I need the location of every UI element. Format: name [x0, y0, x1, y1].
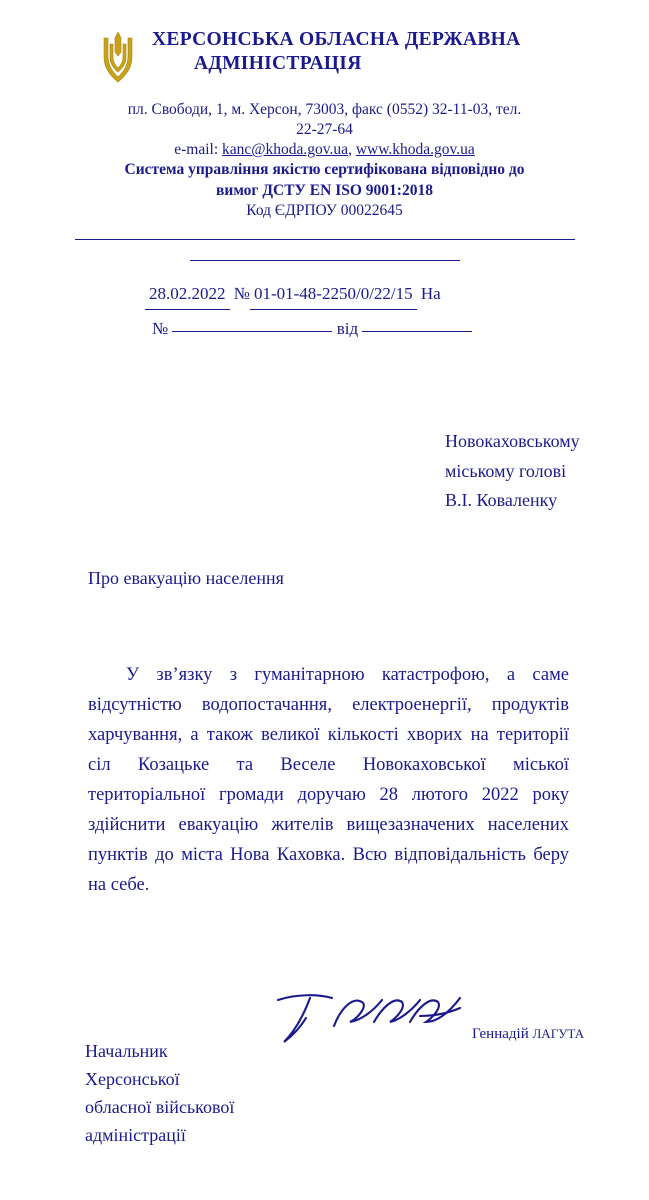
signer-first-name: Геннадій: [472, 1026, 533, 1042]
signer-last-name: ЛАГУТА: [532, 1026, 585, 1041]
organization-name: [152, 28, 521, 77]
addressee-line-2: міському голові: [445, 460, 567, 481]
contact-block: [40, 100, 609, 221]
body-paragraph: У зв’язку з гуманітарною катастрофою, а саме відсутністю водопостачання, електроенергії, продуктів харчування, а також великої кількості хворих на території сіл Козацьке та Веселе Новокаховської міської територіальної громади доручаю 28 лютого 2022 року здійснити евакуацію жителів вищезазначених населених пунктів до міста Нова Каховка. Всю відповідальність беру на себе.: [88, 665, 569, 895]
signer-title-line-3: обласної військової: [85, 1096, 235, 1117]
letterhead-title-row: [40, 28, 609, 84]
reply-date-label: від: [336, 319, 359, 339]
registration-line-1: [40, 279, 609, 311]
quality-line-1: Система управління якістю сертифікована відповідно до: [124, 161, 525, 179]
email-link[interactable]: kanc@khoda.gov.ua: [222, 141, 349, 159]
email-separator: ,: [348, 141, 356, 159]
organization-name-line2: АДМІНІСТРАЦІЯ: [194, 53, 362, 75]
addressee-block: [40, 427, 609, 516]
website-link[interactable]: www.khoda.gov.ua: [355, 141, 475, 159]
divider-long: [75, 239, 575, 240]
reply-number-blank: [172, 330, 332, 332]
organization-name-line1: ХЕРСОНСЬКА ОБЛАСНА ДЕРЖАВНА: [152, 29, 521, 50]
address-line-2: 22-27-64: [296, 121, 353, 139]
registration-on-label: На: [420, 283, 441, 303]
quality-line-2: вимог ДСТУ EN ISO 9001:2018: [216, 181, 433, 199]
registration-block: [40, 279, 609, 345]
registration-number: 01-01-48-2250/0/22/15: [250, 279, 417, 311]
signer-title-line-1: Начальник: [85, 1041, 168, 1061]
reply-number-label: №: [152, 319, 169, 339]
registration-line-2: [40, 314, 609, 345]
address-line-1: пл. Свободи, 1, м. Херсон, 73003, факс (0552) 32-11-03, тел.: [127, 101, 522, 118]
letterhead: [40, 0, 609, 221]
signer-name: [472, 1026, 584, 1043]
divider-short: [190, 260, 460, 261]
registration-date: 28.02.2022: [145, 279, 230, 311]
signer-title-line-2: Херсонської: [85, 1068, 180, 1089]
signer-title-line-4: адміністрації: [85, 1124, 186, 1145]
email-label: e-mail:: [174, 141, 223, 159]
email-website-line: [40, 140, 609, 160]
registration-number-label: №: [233, 283, 250, 303]
addressee-line-3: В.І. Коваленку: [445, 490, 558, 511]
handwritten-signature-icon: [270, 986, 470, 1052]
subject-line: Про евакуацію населення: [88, 568, 284, 589]
edrpou-code: Код ЄДРПОУ 00022645: [246, 201, 403, 219]
signature-area: [0, 986, 649, 1186]
ukraine-trident-emblem-icon: [98, 30, 138, 84]
addressee-line-1: Новокаховському: [445, 431, 580, 452]
signer-title: [85, 1038, 234, 1150]
reply-date-blank: [362, 330, 472, 332]
